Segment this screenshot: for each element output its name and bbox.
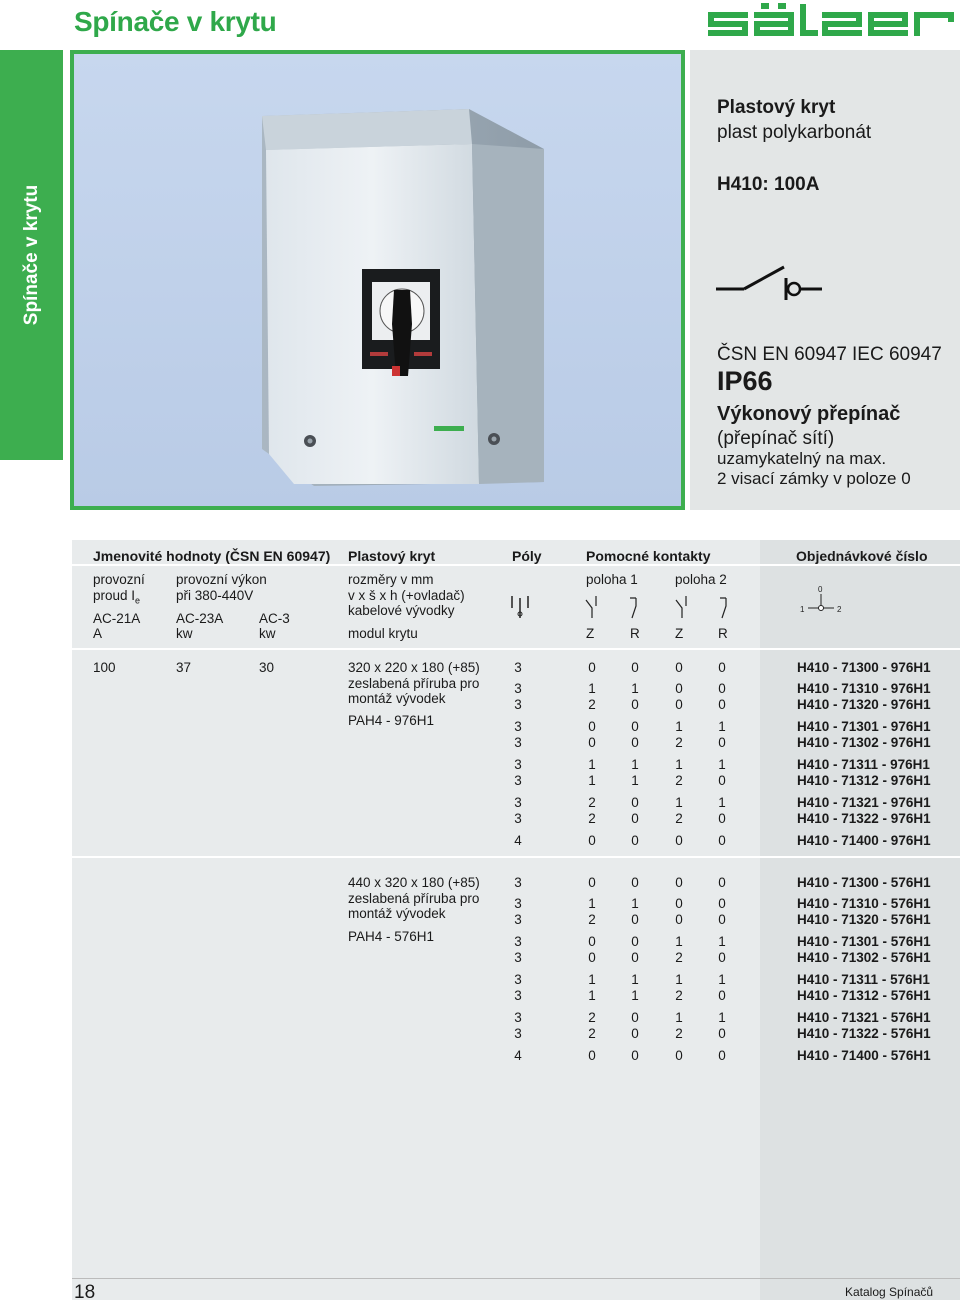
block2-cell: 0 (675, 1048, 683, 1063)
block1-cell: 2 (588, 795, 596, 810)
sub-power-2: při 380-440V (176, 588, 254, 603)
aux-contact-symbols-icon (582, 594, 742, 620)
block2-cell: 0 (588, 1048, 596, 1063)
block1-cell: 4 (514, 833, 522, 848)
block2-cell: 0 (718, 1026, 726, 1041)
enclosure-heading: Plastový kryt (717, 97, 836, 118)
spec-panel (690, 50, 960, 510)
order-code: H410 - 71322 - 576H1 (797, 1026, 931, 1041)
block1-cell: 0 (675, 697, 683, 712)
block1-cell: 1 (675, 719, 683, 734)
block2-cell: 2 (675, 950, 683, 965)
block2-cell: 0 (718, 896, 726, 911)
block1-cell: 0 (631, 795, 639, 810)
block1-cell: 0 (718, 833, 726, 848)
block2-cell: 3 (514, 934, 522, 949)
selector-positions-icon (796, 582, 846, 622)
sub-cable-glands: kabelové vývodky (348, 603, 455, 618)
block1-cell: 3 (514, 773, 522, 788)
block1-module: PAH4 - 976H1 (348, 713, 435, 728)
block1-cell: 2 (675, 735, 683, 750)
block2-cell: 0 (588, 950, 596, 965)
block1-cell: 1 (631, 757, 639, 772)
standard-iec: IEC 60947 (852, 344, 942, 365)
switch-type: Výkonový přepínač (717, 403, 901, 425)
block2-cell: 0 (631, 1048, 639, 1063)
standard-csn: ČSN EN 60947 (717, 344, 847, 365)
order-code: H410 - 71311 - 976H1 (797, 757, 930, 772)
block2-cell: 3 (514, 988, 522, 1003)
selector-pos-2: 2 (837, 605, 842, 614)
sub-module: modul krytu (348, 626, 418, 641)
order-code: H410 - 71300 - 576H1 (797, 875, 931, 890)
footer-rule (72, 1278, 960, 1279)
block2-cell: 3 (514, 875, 522, 890)
block1-cell: 0 (718, 735, 726, 750)
block1-cell: 0 (631, 660, 639, 675)
block2-cell: 0 (675, 896, 683, 911)
block2-cell: 1 (675, 972, 683, 987)
block1-flange-2: montáž vývodek (348, 691, 446, 706)
catalog-name: Katalog Spínačů (845, 1285, 934, 1299)
block1-cell: 2 (588, 811, 596, 826)
block1-cell: 1 (718, 757, 726, 772)
block2-cell: 1 (588, 972, 596, 987)
block2-cell: 3 (514, 972, 522, 987)
block1-cell: 3 (514, 735, 522, 750)
block1-cell: 2 (588, 697, 596, 712)
block1-cell: 3 (514, 795, 522, 810)
sub-position-2: poloha 2 (675, 572, 727, 587)
block1-cell: 0 (631, 811, 639, 826)
order-code: H410 - 71300 - 976H1 (797, 660, 931, 675)
block1-cell: 3 (514, 660, 522, 675)
sub-dimensions-1: rozměry v mm (348, 572, 434, 587)
pole-symbol-icon (508, 592, 538, 622)
sub-current-2 (93, 588, 140, 609)
header-aux-contacts: Pomocné kontakty (586, 548, 711, 564)
header-ratings: Jmenovité hodnoty (ČSN EN 60947) (93, 548, 331, 564)
block2-cell: 1 (718, 972, 726, 987)
block2-cell: 1 (631, 988, 639, 1003)
block2-cell: 0 (631, 1010, 639, 1025)
order-code: H410 - 71312 - 576H1 (797, 988, 931, 1003)
block2-cell: 2 (588, 1026, 596, 1041)
model-rating: H410: 100A (717, 174, 820, 195)
block2-size: 440 x 320 x 180 (+85) (348, 875, 480, 890)
block1-cell: 1 (675, 757, 683, 772)
order-code: H410 - 71321 - 576H1 (797, 1010, 931, 1025)
salzer-logo-graphic (706, 2, 956, 42)
block2-module: PAH4 - 576H1 (348, 929, 435, 944)
sub-current-subscript: e (135, 595, 141, 606)
product-image (70, 50, 685, 510)
block1-cell: 0 (631, 697, 639, 712)
block2-cell: 1 (588, 896, 596, 911)
block1-cell: 0 (718, 773, 726, 788)
sub-z2: Z (675, 626, 684, 641)
block1-cell: 1 (718, 719, 726, 734)
order-code: H410 - 71322 - 976H1 (797, 811, 931, 826)
block2-cell: 3 (514, 1026, 522, 1041)
order-code: H410 - 71311 - 576H1 (797, 972, 930, 987)
block2-cell: 0 (718, 875, 726, 890)
block2-cell: 3 (514, 1010, 522, 1025)
header-poles: Póly (512, 548, 542, 564)
order-code: H410 - 71302 - 576H1 (797, 950, 931, 965)
page-number: 18 (74, 1282, 96, 1303)
block2-cell: 1 (718, 1010, 726, 1025)
block2-flange-2: montáž vývodek (348, 906, 446, 921)
lock-note-line1: uzamykatelný na max. (717, 449, 887, 468)
sub-dimensions-2: v x š x h (+ovladač) (348, 588, 465, 603)
block1-cell: 3 (514, 681, 522, 696)
sub-r2: R (718, 626, 728, 641)
lock-note-line2: 2 visací zámky v poloze 0 (717, 469, 911, 488)
header-order-number: Objednávkové číslo (796, 548, 928, 564)
sub-unit-kw-ac3: kw (259, 626, 276, 641)
block2-cell: 0 (631, 912, 639, 927)
block2-cell: 3 (514, 950, 522, 965)
block2-cell: 0 (675, 912, 683, 927)
block2-cell: 0 (588, 875, 596, 890)
block2-cell: 0 (631, 934, 639, 949)
block2-cell: 3 (514, 912, 522, 927)
block1-cell: 3 (514, 757, 522, 772)
order-code: H410 - 71312 - 976H1 (797, 773, 931, 788)
block1-cell: 1 (631, 773, 639, 788)
order-code: H410 - 71320 - 976H1 (797, 697, 931, 712)
side-tab (0, 50, 63, 460)
block1-cell: 0 (718, 697, 726, 712)
block2-cell: 0 (631, 875, 639, 890)
block1-cell: 2 (675, 773, 683, 788)
sub-r1: R (630, 626, 640, 641)
divider (72, 648, 960, 650)
header-enclosure: Plastový kryt (348, 548, 436, 564)
sub-ac23: AC-23A (176, 611, 224, 626)
block2-cell: 1 (631, 896, 639, 911)
selector-pos-1: 1 (800, 605, 805, 614)
selector-pos-0: 0 (818, 585, 823, 594)
material-text: plast polykarbonát (717, 122, 872, 143)
block1-cell: 0 (631, 719, 639, 734)
ip-rating: IP66 (717, 366, 773, 396)
enclosure-photo-graphic (74, 54, 681, 506)
rating-ac3: 30 (259, 660, 275, 675)
block1-cell: 2 (675, 811, 683, 826)
block2-cell: 0 (588, 934, 596, 949)
rating-ac23: 37 (176, 660, 192, 675)
block2-cell: 1 (631, 972, 639, 987)
sub-ac21: AC-21A (93, 611, 141, 626)
block1-cell: 3 (514, 811, 522, 826)
block2-cell: 0 (718, 1048, 726, 1063)
block1-size: 320 x 220 x 180 (+85) (348, 660, 480, 675)
order-code: H410 - 71400 - 976H1 (797, 833, 931, 848)
block1-cell: 0 (588, 735, 596, 750)
order-code: H410 - 71400 - 576H1 (797, 1048, 931, 1063)
block1-cell: 0 (718, 681, 726, 696)
rating-current: 100 (93, 660, 116, 675)
block2-cell: 0 (631, 950, 639, 965)
block2-cell: 2 (588, 912, 596, 927)
block2-flange-1: zeslabená příruba pro (348, 891, 480, 906)
block1-cell: 0 (631, 735, 639, 750)
block1-flange-1: zeslabená příruba pro (348, 676, 480, 691)
sub-current-1: provozní (93, 572, 145, 587)
order-code: H410 - 71302 - 976H1 (797, 735, 931, 750)
side-tab-label: Spínače v krytu (20, 184, 42, 326)
block1-cell: 3 (514, 719, 522, 734)
block2-cell: 2 (588, 1010, 596, 1025)
sub-unit-kw: kw (176, 626, 193, 641)
block2-cell: 1 (675, 1010, 683, 1025)
block1-cell: 0 (631, 833, 639, 848)
block2-cell: 0 (718, 988, 726, 1003)
order-code: H410 - 71310 - 576H1 (797, 896, 931, 911)
block1-cell: 0 (588, 660, 596, 675)
block2-cell: 0 (718, 912, 726, 927)
switch-subtype: (přepínač sítí) (717, 428, 835, 449)
sub-unit-a: A (93, 626, 103, 641)
switch-symbol-icon (714, 262, 824, 302)
block1-cell: 0 (675, 833, 683, 848)
sub-z1: Z (586, 626, 595, 641)
block1-cell: 0 (675, 681, 683, 696)
sub-current-2-text: proud I (93, 588, 136, 603)
sub-position-1: poloha 1 (586, 572, 638, 587)
block2-cell: 1 (588, 988, 596, 1003)
block1-cell: 0 (718, 660, 726, 675)
block2-cell: 4 (514, 1048, 522, 1063)
page-title: Spínače v krytu (74, 6, 277, 37)
block1-cell: 0 (588, 833, 596, 848)
order-code: H410 - 71320 - 576H1 (797, 912, 931, 927)
block1-cell: 0 (675, 660, 683, 675)
block2-cell: 1 (675, 934, 683, 949)
block2-cell: 2 (675, 988, 683, 1003)
sub-power-1: provozní výkon (176, 572, 267, 587)
block2-cell: 3 (514, 896, 522, 911)
block2-cell: 0 (631, 1026, 639, 1041)
block2-cell: 0 (675, 875, 683, 890)
block1-cell: 1 (718, 795, 726, 810)
divider (72, 564, 960, 566)
block2-cell: 2 (675, 1026, 683, 1041)
block1-cell: 3 (514, 697, 522, 712)
block2-cell: 1 (718, 934, 726, 949)
divider (72, 856, 960, 858)
block1-cell: 1 (588, 773, 596, 788)
block1-cell: 1 (631, 681, 639, 696)
block1-cell: 1 (675, 795, 683, 810)
order-code: H410 - 71321 - 976H1 (797, 795, 931, 810)
block2-cell: 0 (718, 950, 726, 965)
sub-ac3: AC-3 (259, 611, 290, 626)
block1-cell: 1 (588, 757, 596, 772)
salzer-logo (706, 2, 956, 42)
order-code: H410 - 71301 - 976H1 (797, 719, 931, 734)
block1-cell: 1 (588, 681, 596, 696)
block1-cell: 0 (588, 719, 596, 734)
order-code: H410 - 71301 - 576H1 (797, 934, 931, 949)
order-code: H410 - 71310 - 976H1 (797, 681, 931, 696)
block1-cell: 0 (718, 811, 726, 826)
